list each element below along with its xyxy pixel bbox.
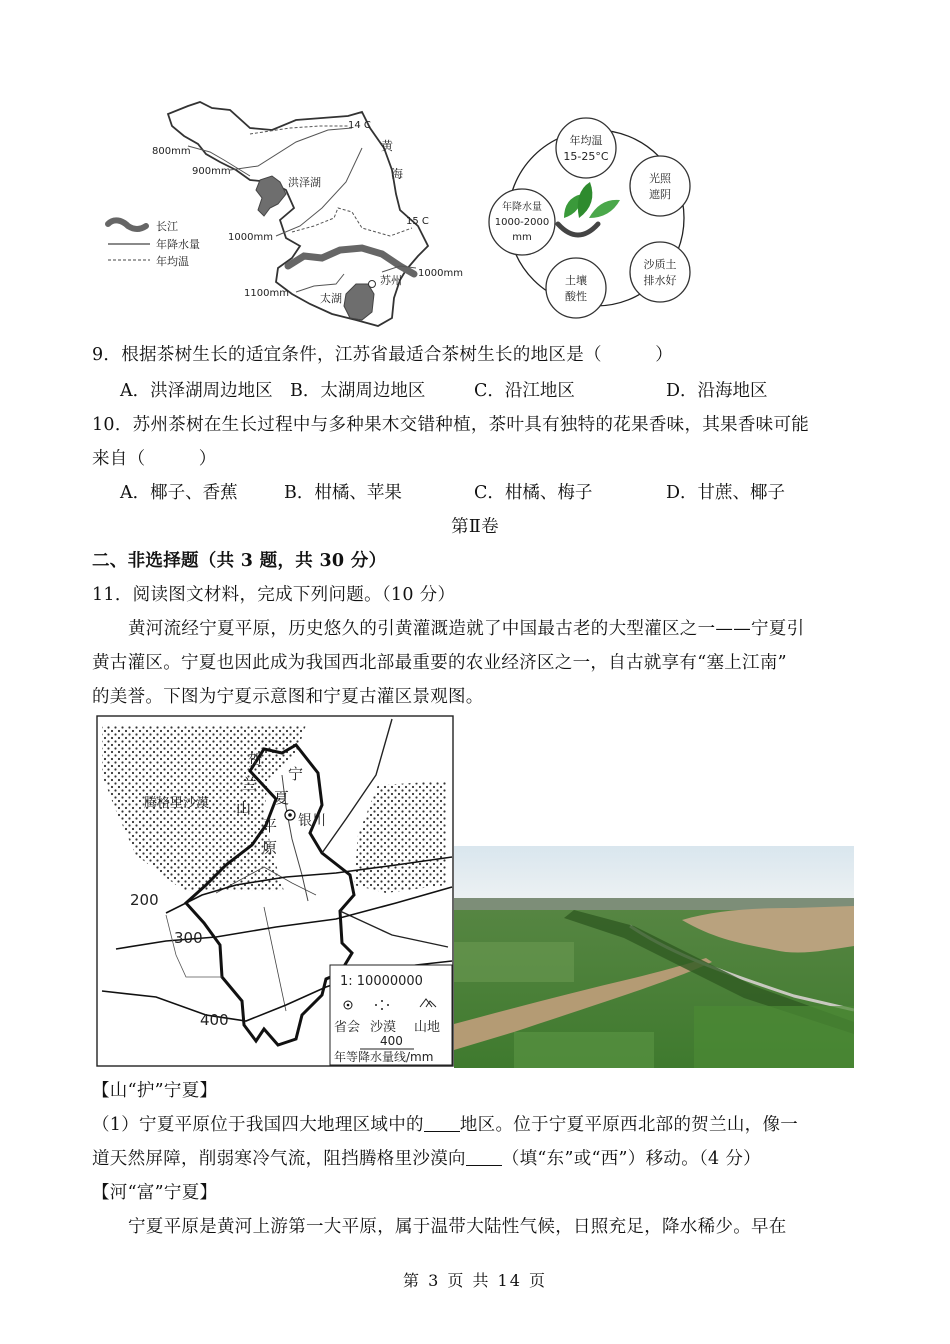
mountain-char-1: 贺 xyxy=(248,751,264,769)
texture-value: 排水好 xyxy=(643,274,677,287)
section2-title: 二、非选择题（共 3 题，共 30 分） xyxy=(92,551,387,571)
isohyet-1100 xyxy=(296,274,344,292)
q11-stem: 11．阅读图文材料，完成下列问题。（10 分） xyxy=(92,585,456,605)
label-1000mm-b: 1000mm xyxy=(418,268,463,279)
q9-option-c[interactable]: C．沿江地区 xyxy=(474,381,575,401)
desert-label: 腾格里沙漠 xyxy=(144,796,210,811)
precip-value: 1000-2000 xyxy=(494,217,550,228)
label-1100mm: 1100mm xyxy=(244,288,289,299)
q9-option-d[interactable]: D．沿海地区 xyxy=(666,381,768,401)
suzhou-dot xyxy=(369,281,376,288)
q10-option-c[interactable]: C．柑橘、梅子 xyxy=(474,483,593,503)
temp-label: 年均温 xyxy=(569,134,603,147)
condition-light xyxy=(630,156,690,216)
q10-option-d[interactable]: D．甘蔗、椰子 xyxy=(666,483,786,503)
light-label: 光照 xyxy=(649,172,671,185)
heading-mountain: 【山“护”宁夏】 xyxy=(92,1081,218,1101)
label-huang: 黄 xyxy=(381,139,394,153)
condition-soil-texture xyxy=(630,242,690,302)
tea-condition-diagram xyxy=(486,112,696,324)
label-hongze: 洪泽湖 xyxy=(288,176,321,189)
sub1-blank1[interactable] xyxy=(424,1113,460,1132)
light-value: 遮阴 xyxy=(649,188,671,201)
label-1000mm-a: 1000mm xyxy=(228,232,273,243)
plain-char-1: 平 xyxy=(262,817,278,835)
q10-option-a[interactable]: A．椰子、香蕉 xyxy=(120,483,238,503)
scale-label: 1: 10000000 xyxy=(340,974,423,989)
legend-caption: 年等降水量线/mm xyxy=(334,1050,434,1064)
ningxia-map xyxy=(96,715,454,1067)
legend-mountain: 山地 xyxy=(414,1020,441,1035)
plain-char-2: 原 xyxy=(262,839,278,857)
precip-unit: mm xyxy=(512,232,532,243)
mountain-char-2: 兰 xyxy=(242,775,258,793)
legend-precip: 年降水量 xyxy=(156,238,200,251)
para2: 宁夏平原是黄河上游第一大平原，属于温带大陆性气候，日照充足，降水稀少。早在 xyxy=(128,1217,787,1237)
sub1-line2-part1: 道天然屏障，削弱寒冷气流，阻挡腾格里沙漠向 xyxy=(92,1149,466,1169)
label-suzhou: 苏州 xyxy=(380,274,402,287)
heading-river: 【河“富”宁夏】 xyxy=(92,1183,218,1203)
isohyet-900 xyxy=(230,128,352,170)
legend-changjiang: 长江 xyxy=(156,220,178,233)
q11-para-line1: 黄河流经宁夏平原，历史悠久的引黄灌溉造就了中国最古老的大型灌区之一——宁夏引 xyxy=(128,619,805,639)
sub1-line2 xyxy=(92,1146,761,1172)
capital-label: 银川 xyxy=(298,813,326,829)
page-footer: 第 3 页 共 14 页 xyxy=(403,1271,547,1290)
q9-option-a[interactable]: A．洪泽湖周边地区 xyxy=(120,381,273,401)
volume-title: 第Ⅱ卷 xyxy=(451,517,499,537)
yangtze-river xyxy=(288,248,414,274)
q11-para-line3: 的美誉。下图为宁夏示意图和宁夏古灌区景观图。 xyxy=(92,687,484,707)
sub1-line1 xyxy=(92,1112,798,1138)
hongze-lake xyxy=(256,176,286,216)
acidity-label: 土壤 xyxy=(565,274,587,287)
label-hai: 海 xyxy=(391,167,404,181)
ningxia-legend-box xyxy=(330,965,452,1065)
q11-para-line2: 黄古灌区。宁夏也因此成为我国西北部最重要的农业经济区之一，自古就享有“塞上江南” xyxy=(92,653,787,673)
label-800mm: 800mm xyxy=(152,146,191,157)
region-char-1: 宁 xyxy=(288,765,304,783)
q9-option-b[interactable]: B．太湖周边地区 xyxy=(290,381,426,401)
mountain-char-3: 山 xyxy=(236,799,252,817)
sub1-blank2[interactable] xyxy=(466,1147,502,1166)
label-900mm: 900mm xyxy=(192,166,231,177)
q9-stem: 9．根据茶树生长的适宜条件，江苏省最适合茶树生长的地区是（ ） xyxy=(92,345,674,365)
q10-option-b[interactable]: B．柑橘、苹果 xyxy=(284,483,402,503)
texture-label: 沙质土 xyxy=(643,258,677,271)
region-char-2: 夏 xyxy=(274,789,290,807)
condition-soil-acidity xyxy=(546,258,606,318)
taihu-lake xyxy=(344,284,374,320)
label-taihu: 太湖 xyxy=(320,292,342,305)
sub1-line2-part2: （填“东”或“西”）移动。（4 分） xyxy=(501,1149,761,1169)
legend-temp: 年均温 xyxy=(156,255,189,268)
isohyet-1000a xyxy=(276,148,362,236)
jiangsu-map xyxy=(100,98,480,338)
sub1-part2: 地区。位于宁夏平原西北部的贺兰山，像一 xyxy=(459,1115,799,1135)
label-15c: 15 C xyxy=(406,216,429,227)
legend-capital: 省会 xyxy=(334,1020,361,1035)
label-14c: 14 C xyxy=(348,120,371,131)
tea-leaf-icon xyxy=(558,182,620,235)
isotherm-15 xyxy=(292,208,412,236)
jiangsu-legend xyxy=(108,220,200,268)
condition-temperature xyxy=(556,118,616,178)
condition-precipitation xyxy=(489,189,555,255)
legend-desert: 沙漠 xyxy=(370,1020,397,1035)
jiangsu-outline xyxy=(168,102,428,326)
precip-label: 年降水量 xyxy=(502,202,542,213)
q10-stem-line1: 10．苏州茶树在生长过程中与多种果木交错种植，茶叶具有独特的花果香味，其果香味可能 xyxy=(92,415,810,435)
isohyet-200-label: 200 xyxy=(130,891,159,909)
isohyet-400-label: 400 xyxy=(200,1011,229,1029)
acidity-value: 酸性 xyxy=(565,290,587,303)
legend-value: 400 xyxy=(380,1034,403,1048)
irrigation-photo xyxy=(454,846,854,1068)
isohyet-300-label: 300 xyxy=(174,929,203,947)
sub1-part1: （1）宁夏平原位于我国四大地理区域中的 xyxy=(92,1115,424,1135)
q10-stem-line2: 来自（ ） xyxy=(92,449,217,469)
temp-value: 15-25°C xyxy=(563,150,609,163)
